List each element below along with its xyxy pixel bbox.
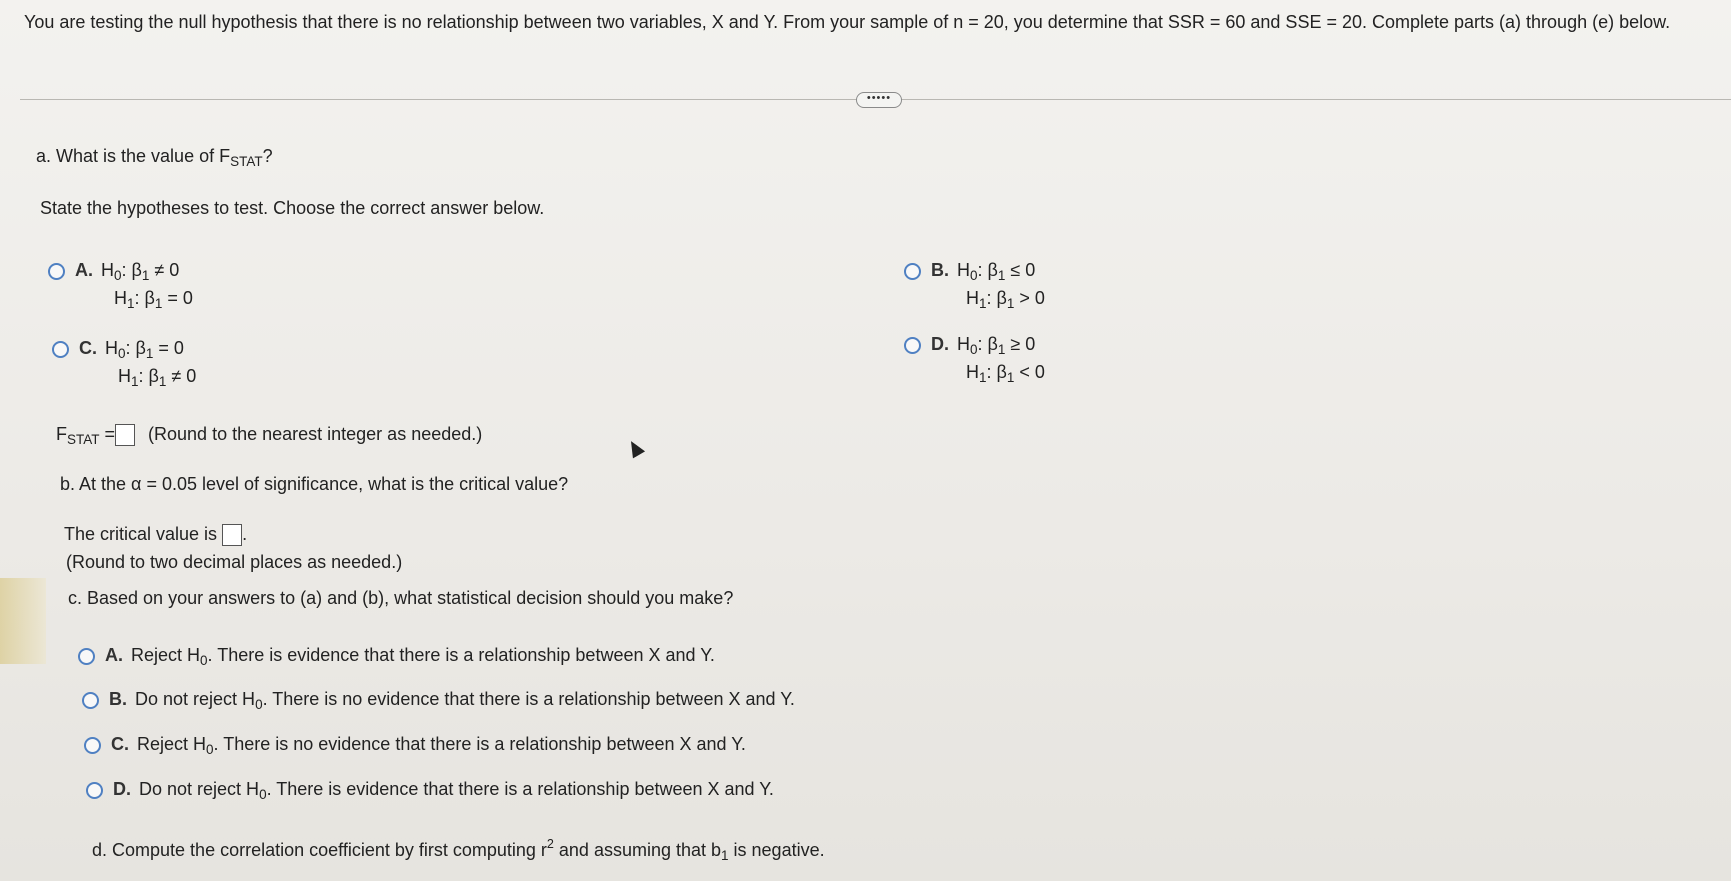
part-c-question: c. Based on your answers to (a) and (b), what statistical decision should you make? — [68, 588, 734, 608]
hypothesis-option-b-h1: $H_1$: $\beta_1 > 0$ — [966, 288, 1045, 311]
part-d-question: d. Compute the correlation coefficient by first computing $r^2$ and assuming that $b_1$ is negative. — [92, 837, 825, 863]
critical-value-input[interactable] — [222, 524, 242, 546]
hypothesis-option-a[interactable]: A. $H_0$: $\beta_1 \ne 0$ $H_1$: $\beta_1 = 0$ — [48, 256, 193, 312]
problem-prompt: You are testing the null hypothesis that there is no relationship between two variables, X and Y. From your sample of n = 20, you determine that SSR = 60 and SSE = 20. Complete parts (a) through (e) below. — [24, 12, 1671, 32]
hypothesis-option-b[interactable]: B. $H_0$: $\beta_1 \le 0$ $H_1$: $\beta_1 > 0$ — [904, 256, 1045, 312]
radio-decision-c[interactable] — [84, 737, 101, 754]
side-highlight — [0, 578, 46, 664]
part-a-question: a. What is the value of $F_{STAT}$? — [36, 146, 273, 169]
radio-decision-d[interactable] — [86, 782, 103, 799]
part-a-instruction: State the hypotheses to test. Choose the correct answer below. — [40, 198, 545, 218]
critical-value-row: The critical value is . — [64, 524, 247, 546]
radio-option-d[interactable] — [904, 337, 921, 354]
hypothesis-option-d[interactable]: D. $H_0$: $\beta_1 \ge 0$ $H_1$: $\beta_1 < 0$ — [904, 330, 1045, 386]
hypothesis-option-c-h1: $H_1$: $\beta_1 \ne 0$ — [118, 366, 197, 389]
mouse-pointer-icon — [625, 438, 645, 459]
part-b-question: b. At the α = 0.05 level of significance, what is the critical value? — [60, 474, 569, 494]
decision-option-d[interactable]: D. Do not reject $H_0$. There is evidence that there is a relationship between X and Y. — [86, 779, 774, 800]
critical-value-note: (Round to two decimal places as needed.) — [66, 552, 403, 572]
radio-option-b[interactable] — [904, 263, 921, 280]
decision-option-b[interactable]: B. Do not reject $H_0$. There is no evidence that there is a relationship between X and Y. — [82, 689, 795, 710]
fstat-input[interactable] — [115, 424, 135, 446]
radio-option-c[interactable] — [52, 341, 69, 358]
radio-option-a[interactable] — [48, 263, 65, 280]
fstat-rounding-note: (Round to the nearest integer as needed.) — [148, 424, 483, 444]
decision-option-a[interactable]: A. Reject $H_0$. There is evidence that there is a relationship between X and Y. — [78, 645, 715, 666]
hypothesis-option-c[interactable]: C. $H_0$: $\beta_1 = 0$ $H_1$: $\beta_1 \ne 0$ — [52, 334, 196, 390]
radio-decision-b[interactable] — [82, 692, 99, 709]
fstat-answer-row: $F_{STAT}$ = (Round to the nearest integer as needed.) — [56, 424, 483, 447]
expand-more-button[interactable]: ••••• — [856, 92, 902, 108]
decision-option-c[interactable]: C. Reject $H_0$. There is no evidence that there is a relationship between X and Y. — [84, 734, 746, 755]
hypothesis-option-a-h1: $H_1$: $\beta_1 = 0$ — [114, 288, 193, 311]
radio-decision-a[interactable] — [78, 648, 95, 665]
hypothesis-option-d-h1: $H_1$: $\beta_1 < 0$ — [966, 362, 1045, 385]
